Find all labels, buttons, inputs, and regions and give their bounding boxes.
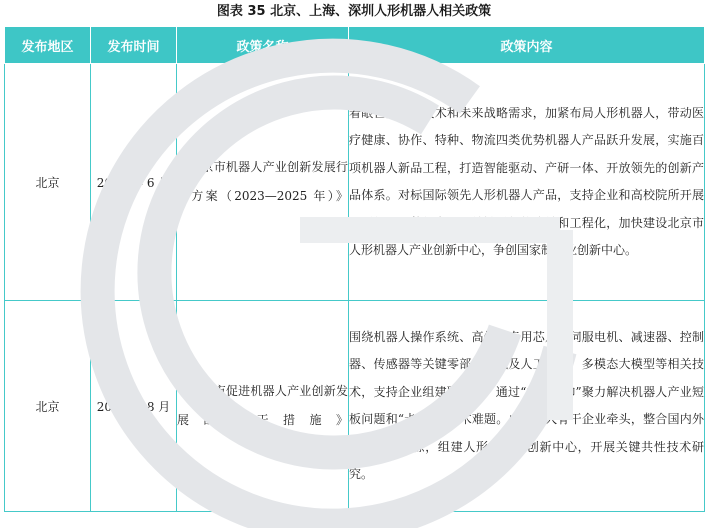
cell-policy-content: 着眼世界前沿技术和未来战略需求，加紧布局人形机器人，带动医疗健康、协作、特种、物流四类优势机器人产品跃升发展，实施百项机器人新品工程，打造智能驱动、产研一体、开放领先的创新产品体系。对标国际领先人形机器人产品，支持企业和高校院所开展人形机器人整机产品、关键零部件攻关和工程化，加快建设北京市人形机器人产业创新中心，争创国家制造业创新中心。 <box>349 64 705 301</box>
table-header-row <box>5 27 705 64</box>
cell-region: 北京 <box>5 64 91 301</box>
cell-region: 北京 <box>5 301 91 512</box>
header-region: 发布地区 <box>5 27 91 64</box>
cell-policy-name: 《北京市促进机器人产业创新发展的若干措施》 <box>177 301 349 512</box>
header-policy-name: 政策名称 <box>177 27 349 64</box>
cell-date: 2023 年 8 月 <box>91 301 177 512</box>
header-policy-content: 政策内容 <box>349 27 705 64</box>
table-row <box>5 64 705 301</box>
cell-policy-name: 《北京市机器人产业创新发展行动方案（2023—2025 年）》 <box>177 64 349 301</box>
policy-table <box>4 26 705 512</box>
table-caption: 图表 35 北京、上海、深圳人形机器人相关政策 <box>216 4 492 19</box>
cell-policy-content: 围绕机器人操作系统、高性能专用芯片和伺服电机、减速器、控制器、传感器等关键零部件，以及人工智能、多模态大模型等相关技术，支持企业组建联合体，通过“揭榜挂帅”聚力解决机器人产业短板问题和“卡脖子”技术难题。由机器人骨干企业牵头，整合国内外一流创新资源，组建人形机器人创新中心，开展关键共性技术研究。 <box>349 301 705 512</box>
table-row <box>5 301 705 512</box>
header-date: 发布时间 <box>91 27 177 64</box>
cell-date: 2023 年 6 月 <box>91 64 177 301</box>
